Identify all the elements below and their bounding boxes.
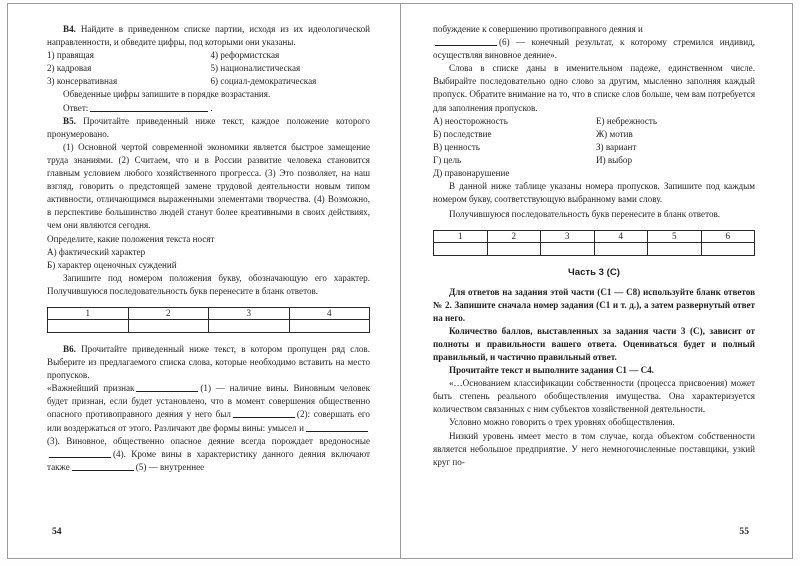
part-3-paragraph-1: Для ответов на задания этой части (С1 — С8) используйте бланк ответов № 2. Запишите сначала номер задания (С1 и т. д.), а затем развернутый ответ на него. [433,286,755,323]
task-b5-choice-b: Б) характер оценочных суждений [47,259,177,270]
table-header-cell: 3 [209,307,290,319]
word-list-item-z: З) вариант [596,141,637,152]
task-b6-continuation-line: побуждение к совершению противоправного деяния и [433,24,643,34]
word-list-item-d: Д) правонарушение [433,168,510,179]
table-answer-cell[interactable] [541,243,595,256]
task-b4-option-4: 4) реформистская [210,50,280,61]
task-b4-instruction: Обведенные цифры запишите в порядке возрастания. [63,89,271,100]
table-header-cell: 2 [128,307,209,319]
table-row [434,243,755,256]
task-b6-text [47,382,370,474]
table-row [48,319,370,332]
word-list-item-a: А) неосторожность [433,115,508,126]
word-list-item-g: Г) цель [433,154,462,165]
task-b6-instruction: Слова в списке даны в именительном падеже, единственном числе. Выбирайте последовательно одно слово за другим, мысленно заполняя каждый пропуск. Обратите внимание на то, что в списке слов больше, чем вам потребуется для заполнения пропусков. [433,63,755,113]
word-list-item-b: Б) последствие [433,128,492,139]
task-b4-label: В4. [63,24,76,34]
task-b6-text-opening: «Важнейший признак [47,383,135,394]
task-b6-segment-4: (4). Кроме вины в характеристику данного деяния включают также [47,448,370,472]
task-b4-answer-period: . [210,102,213,113]
part-3-paragraph-2: Количество баллов, выставленных за задания части 3 (С), зависит от полноты и правильности вашего ответа. Оцениваться будет и полный правильный, и частично правильный ответ. [433,325,755,362]
table-answer-cell[interactable] [594,243,648,256]
task-b4-option-3: 3) консервативная [47,76,118,87]
task-b6-segment-5: (5) — внутреннее [135,461,205,472]
table-header-cell: 1 [48,307,129,319]
task-b6-table-instruction: В данной ниже таблице указаны номера пропусков. Запишите под каждым номером букву, соответствующую выбранному вами слову. [433,181,755,205]
table-answer-cell[interactable] [209,319,290,332]
task-b4-option-6: 6) социал-демократическая [210,76,317,87]
table-header-cell: 3 [541,231,595,243]
task-b4-options [47,49,370,88]
right-page [401,3,793,559]
left-page-column [47,23,370,474]
table-header-cell: 2 [487,231,541,243]
task-b5-instruction: Запишите под номером положения букву, обозначающую его характер. Получившуюся последовательность букв перенесите в бланк ответов. [47,272,370,296]
table-header-cell: 6 [701,231,755,243]
task-b6-answer-table[interactable] [433,230,755,256]
page-number-left: 54 [52,526,62,537]
task-b4-answer-row [47,102,370,115]
task-b5 [47,115,370,141]
page-number-right: 55 [739,526,749,537]
table-header-cell: 4 [594,231,648,243]
word-list-item-i: И) выбор [596,154,632,165]
task-b4-answer-line[interactable] [90,104,208,112]
task-b6-segment-2: (2): совершать его или воздержаться от этого. Различают две формы вины: умысел и [47,409,370,433]
task-b6-segment-3: (3). Виновное, общественно опасное деяние всегда порождает вредоносные [47,435,370,446]
table-answer-cell[interactable] [434,243,488,256]
task-b6-blank-5[interactable] [72,463,134,471]
task-b6-blank-4[interactable] [49,450,111,458]
table-answer-cell[interactable] [648,243,702,256]
task-b4-prompt: Найдите в приведенном списке партии, исходя из их идеологической направленности, и обведите цифры, под которыми они указаны. [47,24,370,48]
task-b6-blank-3[interactable] [306,424,368,432]
task-b4-answer-label: Ответ: [63,102,89,113]
word-list-item-e: Е) небрежность [596,115,658,126]
task-b6-word-list [433,115,755,180]
task-b6 [47,343,370,382]
task-b6-label: В6. [63,343,76,354]
task-b6-segment-6: (6) — конечный результат, к которому стремился индивид, осуществляя виновное деяние». [433,37,755,61]
task-b4-option-1: 1) правящая [47,50,94,61]
table-answer-cell[interactable] [48,319,129,332]
task-b5-choice-a: А) фактический характер [47,246,146,257]
task-b5-label: В5. [63,115,76,126]
task-b6-transfer-instruction: Получившуюся последовательность букв перенесите в бланк ответов. [449,209,721,220]
part-3-heading: Часть 3 (С) [568,267,620,279]
part-3-excerpt-paragraph-3: Низкий уровень имеет место в том случае, когда объектом собственности является небольшое предприятие. У него немногочисленные поставщики, узкий круг по- [433,430,755,467]
task-b5-answer-table[interactable] [47,307,370,333]
table-answer-cell[interactable] [701,243,755,256]
task-b5-prompt: Прочитайте приведенный ниже текст, каждое положение которого пронумеровано. [47,115,370,139]
task-b5-determine: Определите, какие положения текста носят [47,233,215,244]
word-list-item-blank [596,167,755,180]
table-header-cell: 5 [648,231,702,243]
task-b6-blank-1[interactable] [136,384,198,392]
task-b6-blank-6[interactable] [435,38,497,46]
task-b6-blank-2[interactable] [233,410,295,418]
task-b4-option-2: 2) кадровая [47,63,92,74]
left-page [7,3,400,559]
task-b4-option-5: 5) националистическая [210,63,301,74]
table-header-cell: 4 [289,307,370,319]
right-page-column [433,23,755,469]
word-list-item-zh: Ж) мотив [596,128,633,139]
task-b6-segment-1: (1) — наличие вины. Виновным человек будет признан, если будет установлено, что в момент совершения общественно опасного противоправного деяния у него был [47,383,370,420]
table-answer-cell[interactable] [128,319,209,332]
table-header-cell: 1 [434,231,488,243]
table-row [48,307,370,319]
table-answer-cell[interactable] [487,243,541,256]
part-3-excerpt-paragraph-2: Условно можно говорить о трех уровнях обобществления. [449,417,675,428]
table-answer-cell[interactable] [289,319,370,332]
task-b5-body: (1) Основной чертой современной экономики является быстрое замещение труда знаниями. (2) Считаем, что и в России развитие человека становится главным условием любого хозяйственного прогресса. (3) Это позволяет, на наш взгляд, говорить о предстоящей замене трудовой деятельности новым типом активности, отличающимся выраженными элементами творчества. (4) Возможно, в перспективе большинство людей станут более креативными в своих действиях, чем они являются сегодня. [47,141,370,231]
part-3-read-instruction: Прочитайте текст и выполните задания С1 — С4. [449,365,654,376]
table-row [434,231,755,243]
task-b6-continuation-gap6 [433,36,755,62]
part-3-excerpt-paragraph-1: «…Основанием классификации собственности (процесса присвоения) может быть степень реального обобществления имущества. Она характеризуется количеством связанных с ним субъектов хозяйственной деятельности. [433,378,755,415]
task-b4 [47,23,370,49]
word-list-item-v: В) ценность [433,141,480,152]
task-b6-prompt: Прочитайте приведенный ниже текст, в котором пропущен ряд слов. Выберите из предлагаемого списка слова, которые необходимо вставить на место пропусков. [47,343,370,381]
